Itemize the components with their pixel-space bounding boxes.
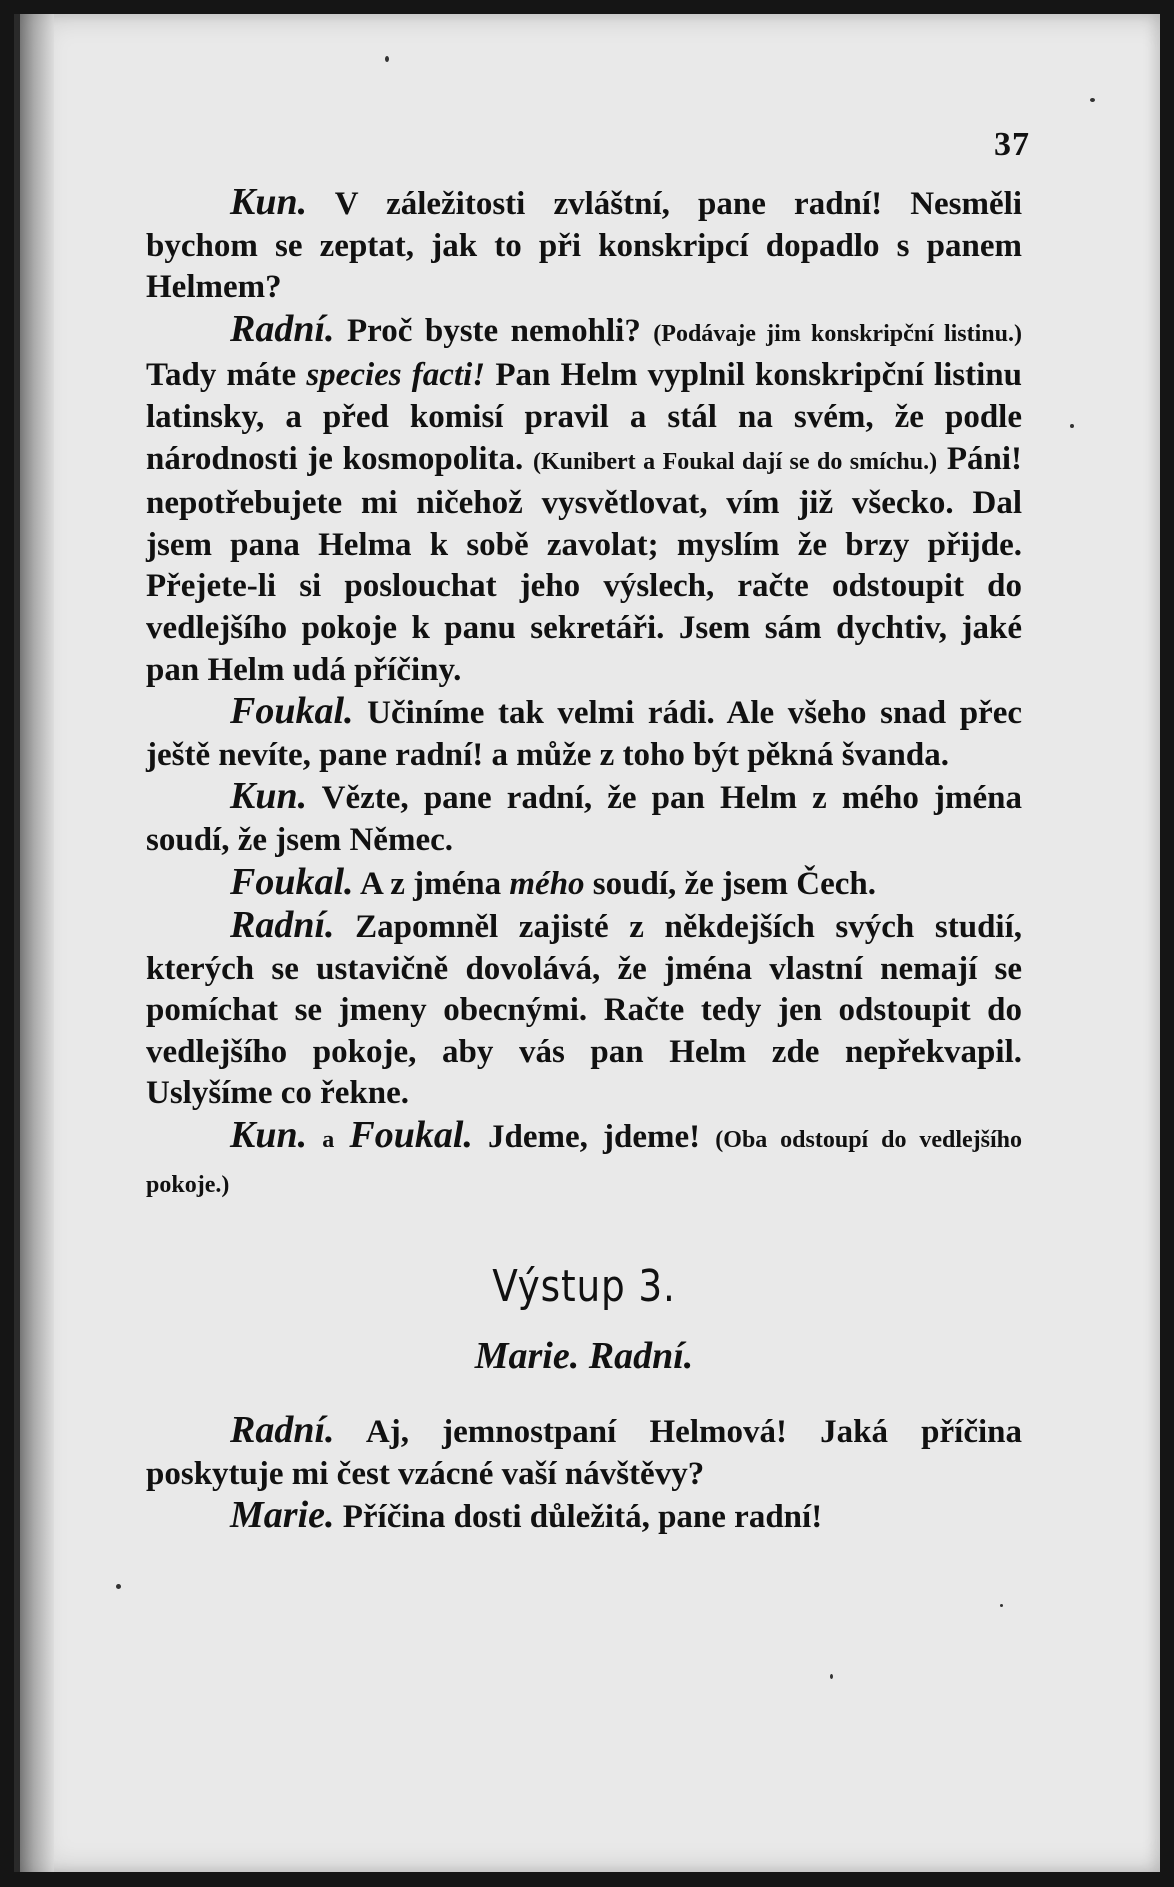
stage-direction: (Oba odstoupí do vedlejšího pokoje.) [146,1127,1022,1198]
paragraph-radni-3 [146,1410,1022,1495]
paper-speck [1000,1604,1003,1607]
speaker-name: Radní. [230,904,335,947]
paragraph-kun-1 [146,182,1022,309]
stage-direction: (Kunibert a Foukal dají se do smíchu.) [533,448,938,475]
speaker-name: Kun. [230,181,308,223]
book-spine-shadow [20,14,54,1872]
dialogue-text: V záležitosti zvláštní, pane radní! Nesměli bychom se zeptat, jak to při konskripcí dopadlo s panem Helmem? [146,186,1022,306]
page-number: 37 [994,126,1030,163]
speaker-name: Kun. [230,775,308,818]
dialogue-text: Vězte, pane radní, že pan Helm z mého jména soudí, že jsem Němec. [146,780,1022,858]
paper-speck [385,56,389,62]
paragraph-kun-foukal [146,1115,1022,1206]
scene-cast: Marie. Radní. [474,1335,694,1378]
speaker-name: Kun. [230,1114,308,1157]
paragraph-foukal-1 [146,691,1022,776]
dialogue-text: Proč byste nemohli? [347,312,641,349]
stage-direction: (Podávaje jim konskripční listinu.) [653,320,1022,347]
dialogue-text: Příčina dosti důležitá, pane radní! [342,1499,823,1536]
paper-speck [1090,98,1095,102]
speaker-name: Foukal. [230,860,354,903]
speaker-name: Foukal. [349,1114,473,1157]
dialogue-text: Tady máte [146,357,297,394]
speaker-name: Foukal. [230,690,354,733]
dialogue-text: A z jména [359,865,502,902]
speaker-name: Radní. [230,307,335,350]
dialogue-text: Páni! nepotřebujete mi ničehož vysvětlovat, vím již všecko. Dal jsem pana Helma k sobě zavolat; myslím že brzy přijde. Přejete-li si poslouchat jeho výslech, račte odstoupit do vedlejšího pokoje k panu sekretáři. Jsem sám dychtiv, jaké pan Helm udá příčiny. [146,440,1023,688]
paper-speck [830,1674,833,1679]
paragraph-radni-1 [146,309,1022,691]
book-page [14,14,1160,1872]
dialogue-text: Aj, jemnostpaní Helmová! Jaká příčina poskytuje mi čest vzácné vaší návštěvy? [146,1414,1022,1492]
scene-title: Výstup 3. [492,1261,676,1313]
connector-word: a [322,1127,335,1154]
speaker-name: Marie. [230,1494,335,1537]
italic-phrase: species facti! [306,357,486,394]
paragraph-foukal-2 [146,862,1022,906]
paragraph-marie-1 [146,1495,1022,1539]
speaker-name: Radní. [230,1409,335,1452]
dialogue-text: Učiníme tak velmi rádi. Ale všeho snad přec ještě nevíte, pane radní! a může z toho být pěkná švanda. [146,695,1023,773]
dialogue-text: Zapomněl zajisté z někdejších svých studií, kterých se ustavičně dovolává, že jména vlastní nemají se pomíchat se jmeny obecnými. Račte tedy jen odstoupit do vedlejšího pokoje, aby vás pan Helm zde nepřekvapil. Uslyšíme co řekne. [146,909,1023,1112]
dialogue-text: soudí, že jsem Čech. [592,865,877,902]
paper-speck [116,1584,121,1589]
dialogue-text: Pan Helm vyplnil konskripční listinu latinsky, a před komisí pravil a stál na svém, že podle národnosti je kosmopolita. [146,357,1023,477]
dialogue-text: Jdeme, jdeme! [488,1119,701,1156]
page-text [146,182,1022,1539]
paragraph-radni-2 [146,905,1022,1115]
italic-phrase: mého [509,865,585,902]
paper-speck [1070,424,1074,428]
paragraph-kun-2 [146,776,1022,861]
